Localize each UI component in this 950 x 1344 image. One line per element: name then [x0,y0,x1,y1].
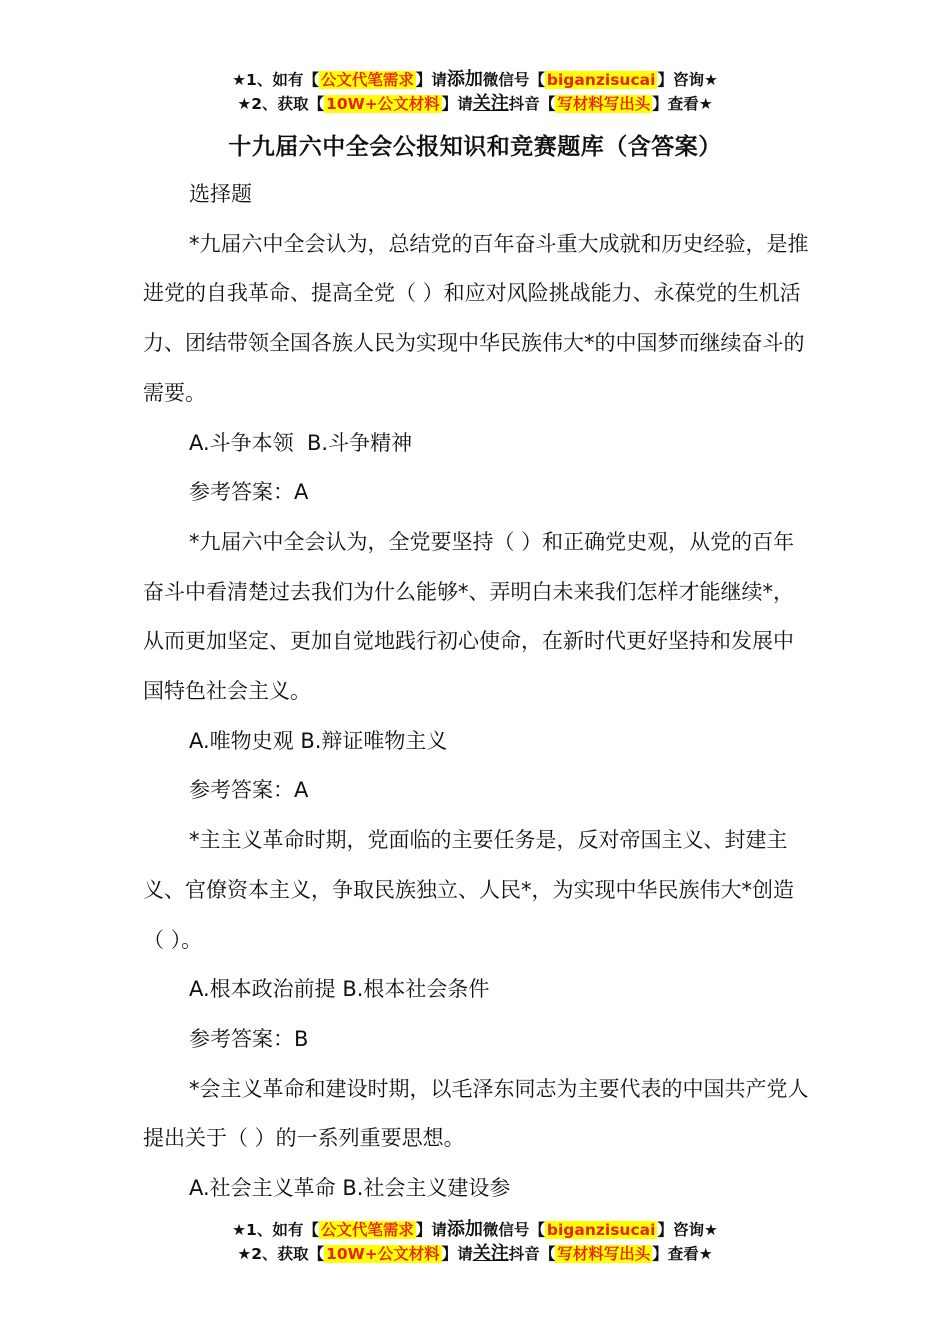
banner-text: ★2、获取【 [237,95,325,113]
banner-highlight: 写材料写出头 [557,95,651,113]
question-text: *九届六中全会认为，全党要坚持（ ）和正确党史观，从党的百年奋斗中看清楚过去我们为什么能够*、弄明白未来我们怎样才能继续*，从而更加坚定、更加自觉地践行初心使命，在新时代更好坚持和发展中国特色社会主义。 [143,529,795,704]
section-heading: 选择题 [189,182,252,206]
banner-line-1 [0,68,950,92]
banner-text: 】请 [441,95,473,113]
banner-text: 】请 [415,1221,447,1239]
banner-text: 】请 [415,71,447,89]
banner-emphasis: 添加 [446,1219,483,1240]
question-answer: 参考答案：A [189,480,309,505]
banner-text: 抖音【 [508,1245,556,1263]
question-text: *会主义革命和建设时期，以毛泽东同志为主要代表的中国共产党人提出关于（ ）的一系列重要思想。 [143,1076,809,1151]
banner-text: ★2、获取【 [237,1245,325,1263]
banner-emphasis: 关注 [472,93,509,114]
banner-text: 】查看★ [652,1245,713,1263]
banner-text: ★1、如有【 [232,1221,319,1239]
banner-emphasis: 添加 [446,69,483,90]
banner-highlight: biganzisucai [546,71,656,89]
question-answer: 参考答案：A [189,778,309,803]
banner-text: 】查看★ [652,95,713,113]
banner-highlight: biganzisucai [546,1221,656,1239]
banner-text: 微信号【 [482,1221,545,1239]
banner-line-1 [0,1218,950,1242]
question-text: *主主义革命时期，党面临的主要任务是，反对帝国主义、封建主义、官僚资本主义，争取民族独立、人民*，为实现中华民族伟大*创造（ ）。 [143,828,794,952]
question-text: *九届六中全会认为，总结党的百年奋斗重大成就和历史经验，是推进党的自我革命、提高全党（ ）和应对风险挑战能力、永葆党的生机活力、团结带领全国各族人民为实现中华民族伟大*的中国梦而继续奋斗的需要。 [143,231,809,405]
document-body [143,170,813,1214]
banner-highlight: 公文代笔需求 [320,71,414,89]
banner-text: ★1、如有【 [232,71,319,89]
banner-text: 抖音【 [508,95,556,113]
question-options: A.唯物史观 B.辩证唯物主义 [189,728,448,753]
header-banner [0,68,950,116]
banner-highlight: 10W+公文材料 [326,1245,440,1263]
banner-emphasis: 关注 [472,1243,509,1264]
banner-text: 】请 [441,1245,473,1263]
banner-text: 】咨询★ [657,1221,718,1239]
banner-line-2 [0,1242,950,1266]
banner-line-2 [0,92,950,116]
banner-highlight: 写材料写出头 [557,1245,651,1263]
question-options: A.斗争本领 B.斗争精神 [189,430,413,455]
question-answer: 参考答案：B [189,1026,309,1051]
question-options: A.根本政治前提 B.根本社会条件 [189,977,490,1002]
banner-text: 微信号【 [482,71,545,89]
banner-highlight: 10W+公文材料 [326,95,440,113]
page-title: 十九届六中全会公报知识和竞赛题库（含答案） [228,134,722,160]
footer-banner [0,1218,950,1266]
banner-text: 】咨询★ [657,71,718,89]
question-options: A.社会主义革命 B.社会主义建设参 [189,1176,511,1201]
banner-highlight: 公文代笔需求 [320,1221,414,1239]
